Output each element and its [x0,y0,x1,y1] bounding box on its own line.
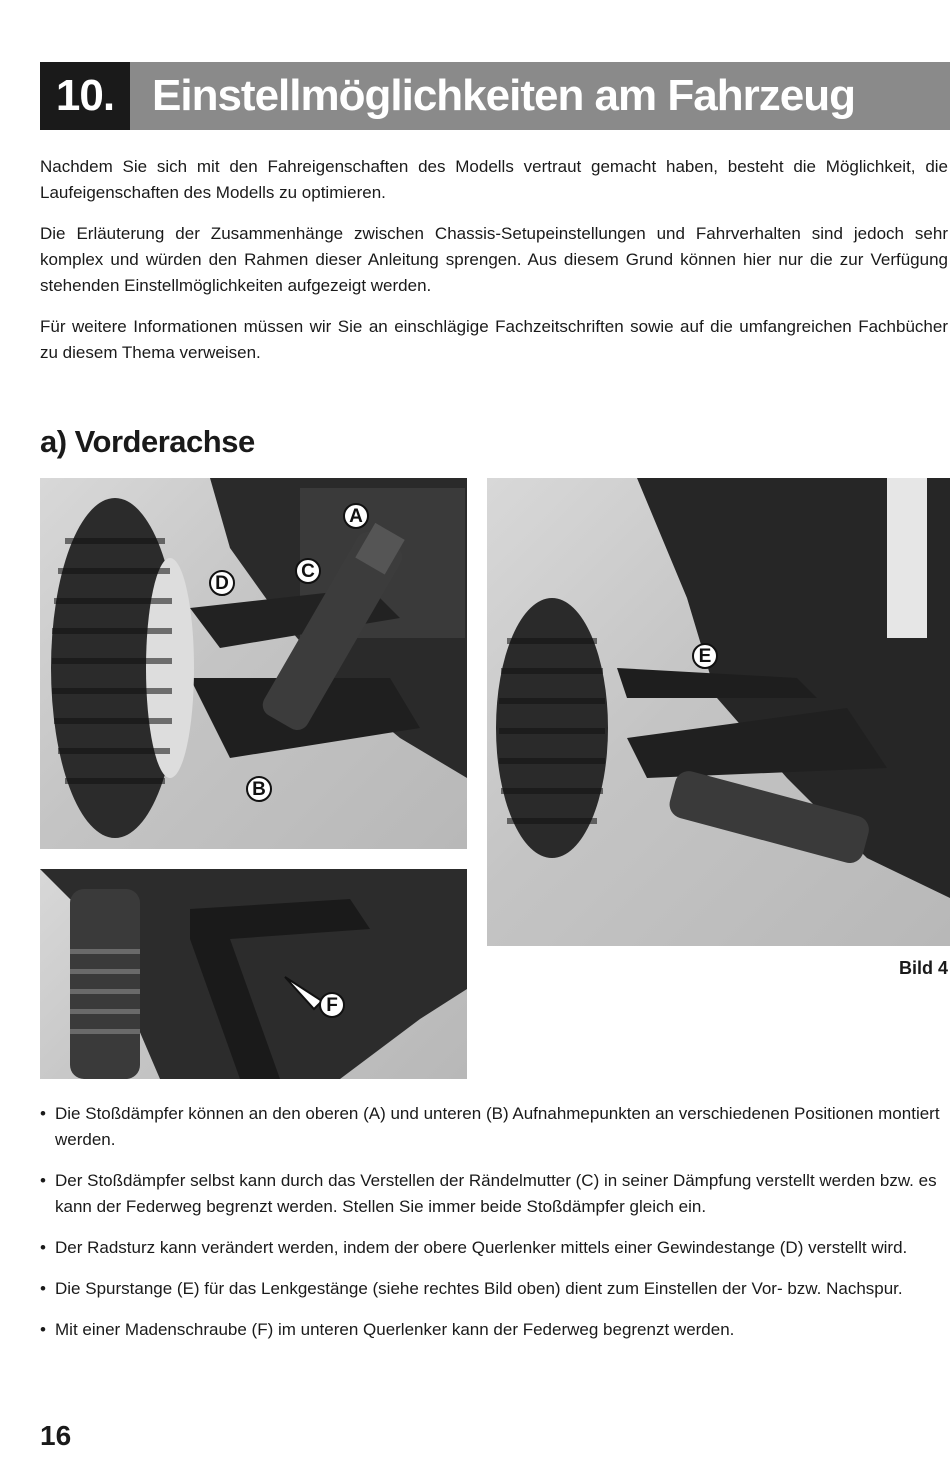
list-item-text: Die Stoßdämpfer können an den oberen (A) und unteren (B) Aufnahmepunkten an verschiedenen Positionen montiert werden. [55,1104,940,1149]
photo-lower-wishbone-illustration [40,869,467,1079]
section-heading: a) Vorderachse [40,424,255,459]
callout-f: F [319,992,345,1018]
bullet-symbol: • [40,1320,46,1339]
chapter-number: 10. [40,62,130,130]
figure-caption: Bild 4 [898,958,948,978]
photo-lower-wishbone [40,869,467,1079]
photo-steering-linkage [487,478,950,946]
list-item [40,1235,950,1261]
intro-paragraph-1: Nachdem Sie sich mit den Fahreigenschaften des Modells vertraut gemacht haben, besteht die Möglichkeit, die Laufeigenschaften des Modells zu optimieren. [40,157,948,202]
list-item-text: Der Radsturz kann verändert werden, indem der obere Querlenker mittels einer Gewindestange (D) verstellt wird. [55,1238,908,1257]
list-item [40,1101,950,1153]
chapter-header [40,62,950,130]
callout-c: C [295,558,321,584]
intro-paragraph-2: Die Erläuterung der Zusammenhänge zwischen Chassis-Setupeinstellungen und Fahrverhalten sind jedoch sehr komplex und würden den Rahmen dieser Anleitung sprengen. Aus diesem Grund können hier nur die zur Verfügung stehenden Einstellmöglichkeiten aufgezeigt werden. [40,224,948,295]
callout-d: D [209,570,235,596]
callout-a: A [343,503,369,529]
bullet-symbol: • [40,1238,46,1257]
intro-paragraph-3: Für weitere Informationen müssen wir Sie an einschlägige Fachzeitschriften sowie auf die umfangreichen Fachbücher zu diesem Thema verweisen. [40,317,948,362]
list-item [40,1276,950,1302]
photo-steering-linkage-illustration [487,478,950,946]
bullet-symbol: • [40,1171,46,1190]
list-item-text: Der Stoßdämpfer selbst kann durch das Verstellen der Rändelmutter (C) in seiner Dämpfung verstellt werden bzw. es kann der Federweg begrenzt werden. Stellen Sie immer beide Stoßdämpfer gleich ein. [55,1171,937,1216]
page-number: 16 [40,1420,72,1451]
list-item [40,1317,950,1343]
list-item-text: Mit einer Madenschraube (F) im unteren Querlenker kann der Federweg begrenzt werden. [55,1320,735,1339]
list-item-text: Die Spurstange (E) für das Lenkgestänge (siehe rechtes Bild oben) dient zum Einstellen der Vor- bzw. Nachspur. [55,1279,903,1298]
list-item [40,1168,950,1220]
chapter-title: Einstellmöglichkeiten am Fahrzeug [152,71,855,120]
adjustment-list [40,1101,950,1358]
bullet-symbol: • [40,1279,46,1298]
photo-front-suspension-left [40,478,467,849]
bullet-symbol: • [40,1104,46,1123]
callout-e: E [692,643,718,669]
callout-b: B [246,776,272,802]
